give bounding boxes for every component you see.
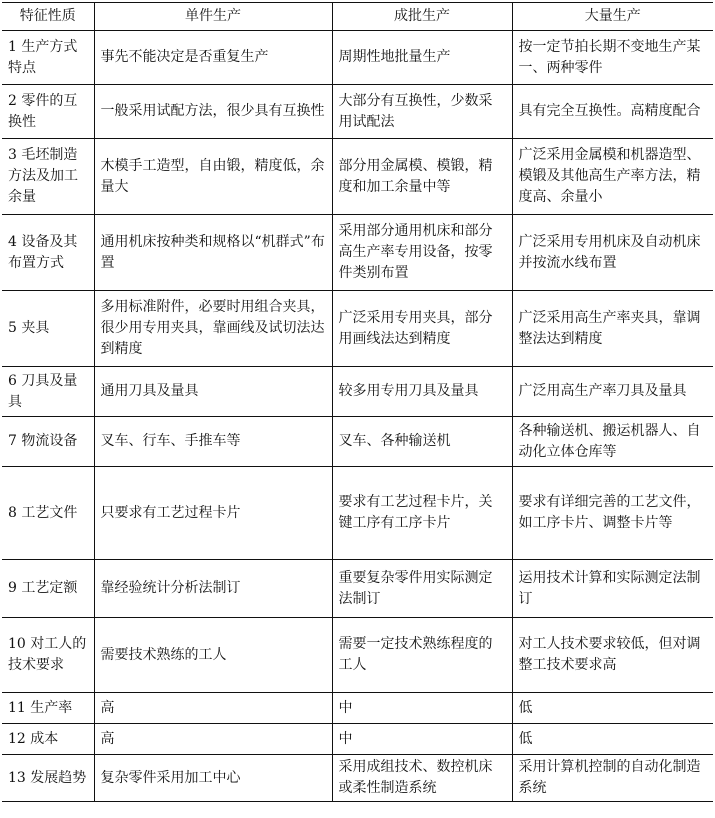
table-row	[2, 755, 713, 802]
mass-cell: 对工人技术要求较低，但对调整工技术要求高	[512, 618, 713, 693]
single-piece-cell: 复杂零件采用加工中心	[94, 755, 332, 802]
table-row	[2, 560, 713, 618]
feature-cell: 4 设备及其布置方式	[2, 215, 94, 291]
header-mass: 大量生产	[512, 3, 713, 31]
table-row	[2, 291, 713, 367]
batch-cell: 周期性地批量生产	[332, 31, 512, 85]
batch-cell: 需要一定技术熟练程度的工人	[332, 618, 512, 693]
mass-cell: 具有完全互换性。高精度配合	[512, 85, 713, 139]
mass-cell: 广泛采用专用机床及自动机床并按流水线布置	[512, 215, 713, 291]
batch-cell: 大部分有互换性，少数采用试配法	[332, 85, 512, 139]
single-piece-cell: 高	[94, 693, 332, 724]
batch-cell: 采用部分通用机床和部分高生产率专用设备，按零件类别布置	[332, 215, 512, 291]
batch-cell: 较多用专用刀具及量具	[332, 367, 512, 417]
table-header	[2, 3, 713, 31]
table-row	[2, 31, 713, 85]
batch-cell: 叉车、各种输送机	[332, 417, 512, 467]
header-batch: 成批生产	[332, 3, 512, 31]
single-piece-cell: 高	[94, 724, 332, 755]
batch-cell: 采用成组技术、数控机床或柔性制造系统	[332, 755, 512, 802]
feature-cell: 13 发展趋势	[2, 755, 94, 802]
single-piece-cell: 只要求有工艺过程卡片	[94, 467, 332, 560]
table-row	[2, 467, 713, 560]
batch-cell: 要求有工艺过程卡片，关键工序有工序卡片	[332, 467, 512, 560]
single-piece-cell: 木模手工造型，自由锻，精度低，余量大	[94, 139, 332, 215]
header-feature: 特征性质	[2, 3, 94, 31]
feature-cell: 5 夹具	[2, 291, 94, 367]
header-row	[2, 3, 713, 31]
table-row	[2, 693, 713, 724]
feature-cell: 1 生产方式特点	[8, 38, 78, 76]
mass-cell: 采用计算机控制的自动化制造系统	[512, 755, 713, 802]
single-piece-cell: 一般采用试配方法，很少具有互换性	[94, 85, 332, 139]
single-piece-cell: 叉车、行车、手推车等	[94, 417, 332, 467]
production-type-comparison-table	[2, 2, 713, 802]
mass-cell: 各种输送机、搬运机器人、自动化立体仓库等	[512, 417, 713, 467]
single-piece-cell: 需要技术熟练的工人	[94, 618, 332, 693]
table-row	[2, 215, 713, 291]
feature-cell: 11 生产率	[2, 693, 94, 724]
table-row	[2, 85, 713, 139]
mass-cell: 广泛采用金属模和机器造型、模锻及其他高生产率方法，精度高、余量小	[512, 139, 713, 215]
feature-cell: 8 工艺文件	[2, 467, 94, 560]
single-piece-cell: 靠经验统计分析法制订	[94, 560, 332, 618]
table-row	[2, 139, 713, 215]
mass-cell: 要求有详细完善的工艺文件，如工序卡片、调整卡片等	[512, 467, 713, 560]
table-row	[2, 367, 713, 417]
feature-cell: 12 成本	[2, 724, 94, 755]
header-single-piece: 单件生产	[94, 3, 332, 31]
batch-cell: 中	[332, 693, 512, 724]
feature-cell: 7 物流设备	[2, 417, 94, 467]
feature-cell: 3 毛坯制造方法及加工余量	[2, 139, 94, 215]
feature-cell: 2 零件的互换性	[2, 85, 94, 139]
single-piece-cell: 多用标准附件，必要时用组合夹具，很少用专用夹具，靠画线及试切法达到精度	[94, 291, 332, 367]
single-piece-cell: 通用刀具及量具	[94, 367, 332, 417]
batch-cell: 广泛采用专用夹具，部分用画线法达到精度	[332, 291, 512, 367]
table-row	[2, 417, 713, 467]
feature-cell: 6 刀具及量具	[2, 367, 94, 417]
feature-cell: 9 工艺定额	[2, 560, 94, 618]
mass-cell: 低	[512, 693, 713, 724]
batch-cell: 中	[332, 724, 512, 755]
feature-cell: 10 对工人的技术要求	[2, 618, 94, 693]
single-piece-cell: 通用机床按种类和规格以“机群式”布置	[94, 215, 332, 291]
document	[2, 2, 713, 802]
batch-cell: 部分用金属模、模锻，精度和加工余量中等	[332, 139, 512, 215]
table-body	[2, 31, 713, 802]
mass-cell: 按一定节拍长期不变地生产某一、两种零件	[512, 31, 713, 85]
table-row	[2, 724, 713, 755]
mass-cell: 广泛采用高生产率夹具，靠调整法达到精度	[512, 291, 713, 367]
single-piece-cell: 事先不能决定是否重复生产	[94, 31, 332, 85]
mass-cell: 运用技术计算和实际测定法制订	[512, 560, 713, 618]
mass-cell: 广泛用高生产率刀具及量具	[512, 367, 713, 417]
table-row	[2, 618, 713, 693]
mass-cell: 低	[512, 724, 713, 755]
batch-cell: 重要复杂零件用实际测定法制订	[332, 560, 512, 618]
